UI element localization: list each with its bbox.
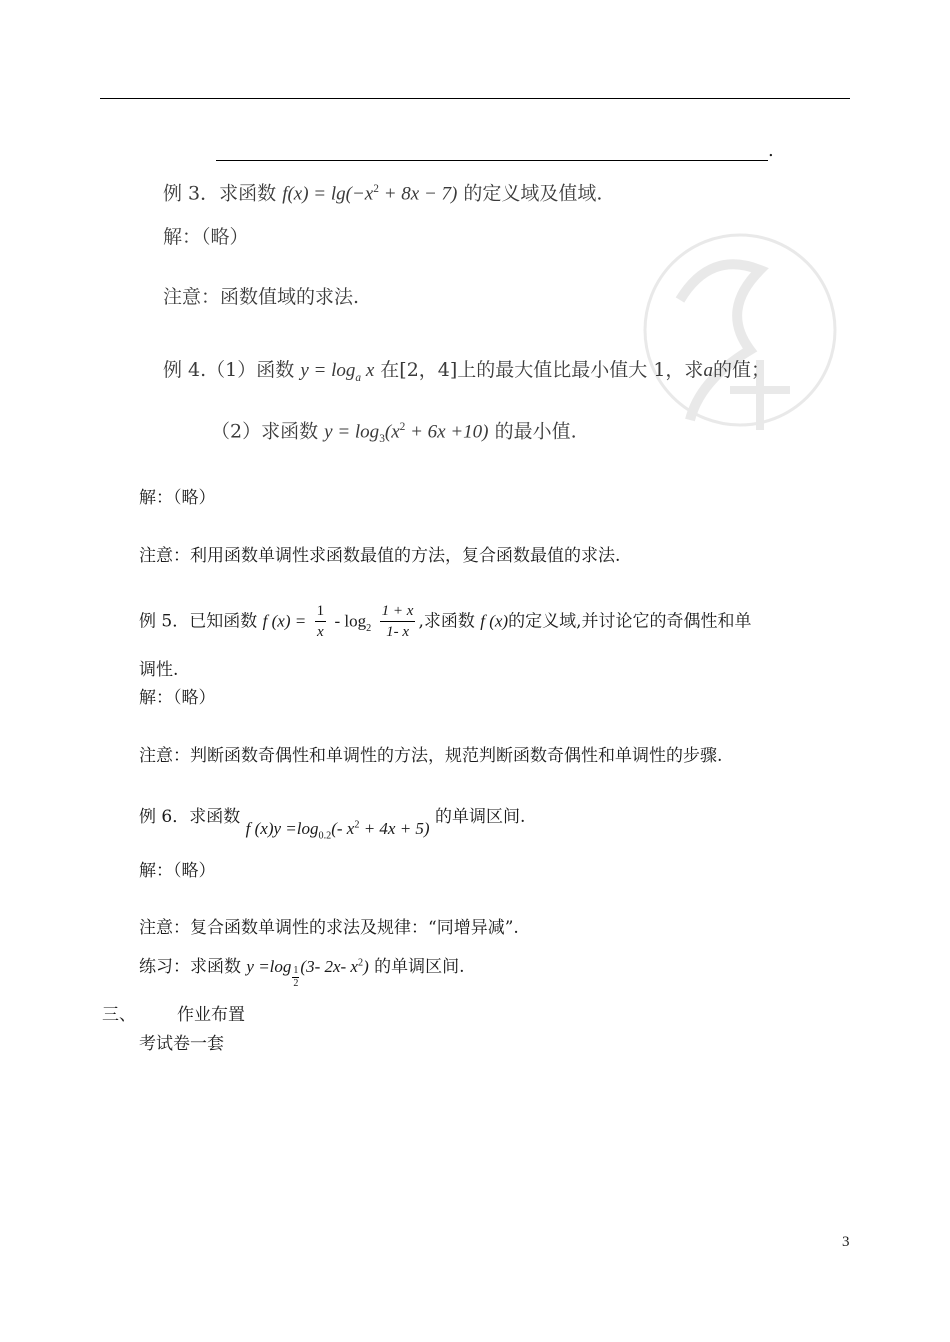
example-6-note: 注意：复合函数单调性的求法及规律：“同增异减”. <box>139 918 519 938</box>
example-4-solution: 解：（略） <box>139 488 216 508</box>
header-rule <box>100 98 850 99</box>
practice-exercise: 练习：求函数 y =log $\frac{1}{2}$ (3- 2x- $x^2$) 的单调区间. <box>139 957 465 989</box>
blank-period: . <box>768 140 774 161</box>
example-4-note: 注意：利用函数单调性求函数最值的方法，复合函数最值的求法. <box>139 546 621 566</box>
fraction-one-over-x: $\frac{1}{x}$ <box>316 603 325 640</box>
fraction-1px-over-1mx: $\frac{1 + x}{1- x}$ <box>381 603 414 640</box>
example-3-note: 注意：函数值域的求法. <box>163 286 360 308</box>
example-6-solution: 解：（略） <box>139 861 216 881</box>
example-3-solution: 解：（略） <box>163 226 249 248</box>
page-number: 3 <box>842 1234 850 1250</box>
homework-item: 考试卷一套 <box>139 1034 224 1054</box>
example-5-solution: 解：（略） <box>139 688 216 708</box>
fraction-one-half-base: $\frac{1}{2}$ <box>293 965 299 989</box>
example-3: 例 3．求函数 $f(x) = \lg(-x^2 + 8x - 7)$ 的定义域及值域. <box>163 182 603 205</box>
example-6: 例 6．求函数 f $(x)y =\log_{0.2}(-$ $x^2 + 4x + 5$) 的单调区间. <box>139 807 526 842</box>
example-5-continuation: 调性. <box>139 660 179 680</box>
fill-in-blank-line <box>216 160 768 161</box>
example-4-part-2: （2）求函数 $y = \log_3(x^2 + 6x +10)$ 的最小值. <box>211 420 577 446</box>
section-3-title: 作业布置 <box>177 1005 245 1025</box>
example-5: 例 5．已知函数 f (x) = $\frac{1}{x}$ - $\log_2$ $\frac{1 + x}{1- x}$ ,求函数 f (x)的定义域,并讨论它的奇偶性和单 <box>139 603 752 640</box>
section-3-number: 三、 <box>102 1005 136 1025</box>
example-4-part-1: 例 4.（1）函数 $y = \log_a x$ 在[2，4]上的最大值比最小值大 1，求a的值； <box>163 359 770 384</box>
example-5-note: 注意：判断函数奇偶性和单调性的方法，规范判断函数奇偶性和单调性的步骤. <box>139 746 723 766</box>
watermark-seal-icon <box>620 190 850 470</box>
